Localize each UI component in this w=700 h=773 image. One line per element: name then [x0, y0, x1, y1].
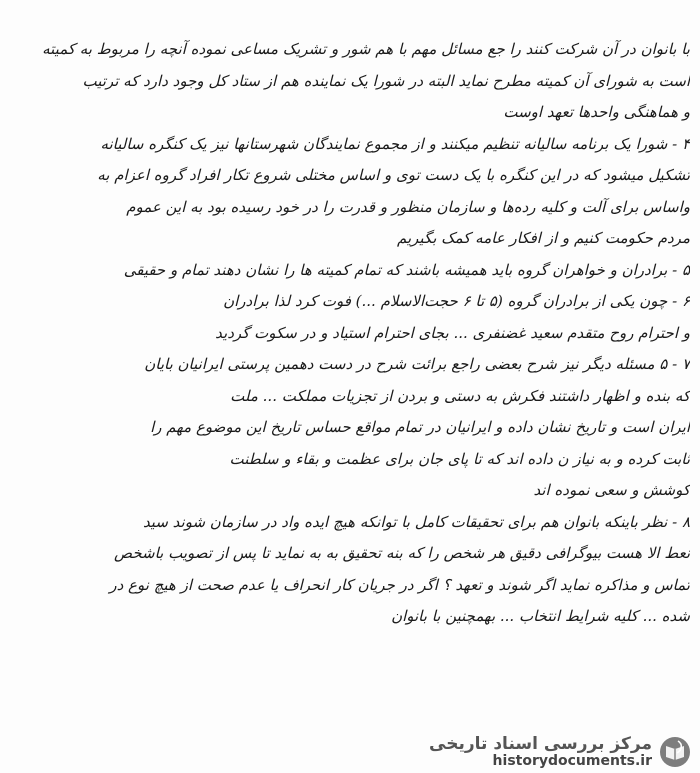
text-line: ۵ - برادران و خواهران گروه باید همیشه باشند که تمام کمیته ها را نشان دهند تمام و حقیقی — [123, 260, 690, 279]
text-line: تماس و مذاکره نماید اگر شوند و تعهد ؟ اگر در جریان کار انحراف یا عدم صحت از هیچ نوع در — [109, 575, 690, 594]
text-line: است به شورای آن کمیته مطرح نماید البته در شورا یک نماینده هم از ستاد کل وجود دارد که ترتیب — [82, 71, 690, 90]
handwritten-text — [6, 34, 690, 633]
text-line: ایران است و تاریخ نشان داده و ایرانیان در تمام مواقع حساس تاریخ این موضوع مهم را — [150, 418, 690, 436]
text-line: مردم حکومت کنیم و از افکار عامه کمک بگیریم — [396, 229, 690, 247]
watermark-name: مرکز بررسی اسناد تاریخی — [429, 733, 652, 754]
text-line: ۷ - ۵ مسئله دیگر نیز شرح بعضی راجع برائت شرح در دست دهمین پرستی ایرانیان بایان — [144, 355, 690, 373]
text-line: و هماهنگی واحدها تعهد اوست — [503, 103, 690, 121]
text-line: واساس برای آلت و کلیه رده‌ها و سازمان منظور و قدرت را در خود رسیده بود به این عموم — [126, 197, 690, 216]
text-line: ۸ - نظر باینکه بانوان هم برای تحقیقات کامل با توانکه هیچ ایده واد در سازمان شوند سید — [142, 512, 690, 531]
book-feather-logo-icon — [658, 735, 692, 769]
text-line: با بانوان در آن شرکت کنند را جع مسائل مهم با هم شور و تشریک مساعی نموده آنچه را مربوط به کمیته — [42, 40, 690, 58]
text-line: ثابت کرده و به نیاز ن داده اند که تا پای جان برای عظمت و بقاء و سلطنت — [229, 449, 690, 468]
text-line: کوشش و سعی نموده اند — [533, 481, 690, 499]
text-line: نعط الا هست بیوگرافی دقیق هر شخص را که بنه تحقیق به به نماید تا پس از تصویب باشخص — [113, 544, 690, 562]
text-line: و احترام روح متقدم سعید غضنفری ... بجای احترام استیاد و در سکوت گردید — [215, 323, 690, 342]
text-line: شده ... کلیه شرایط انتخاب ... بهمچنین با بانوان — [391, 607, 690, 625]
text-line: تشکیل میشود که در این کنگره با یک دست توی و اساس مختلی شروع تکار افراد گروه اعزام به — [97, 166, 690, 184]
watermark — [429, 735, 692, 769]
text-line: که بنده و اظهار داشتند فکرش به دستی و بردن از تجزیات مملکت ... ملت — [230, 386, 690, 405]
watermark-text — [429, 733, 652, 769]
watermark-url: historydocuments.ir — [492, 752, 652, 769]
text-line: ۶ - چون یکی از برادران گروه (۵ تا ۶ حجت‌الاسلام ...) فوت کرد لذا برادران — [223, 292, 690, 310]
text-line: ۴ - شورا یک برنامه سالیانه تنظیم میکنند و از مجموع نمایندگان شهرستانها نیز یک کنگره سالیانه — [100, 134, 690, 153]
